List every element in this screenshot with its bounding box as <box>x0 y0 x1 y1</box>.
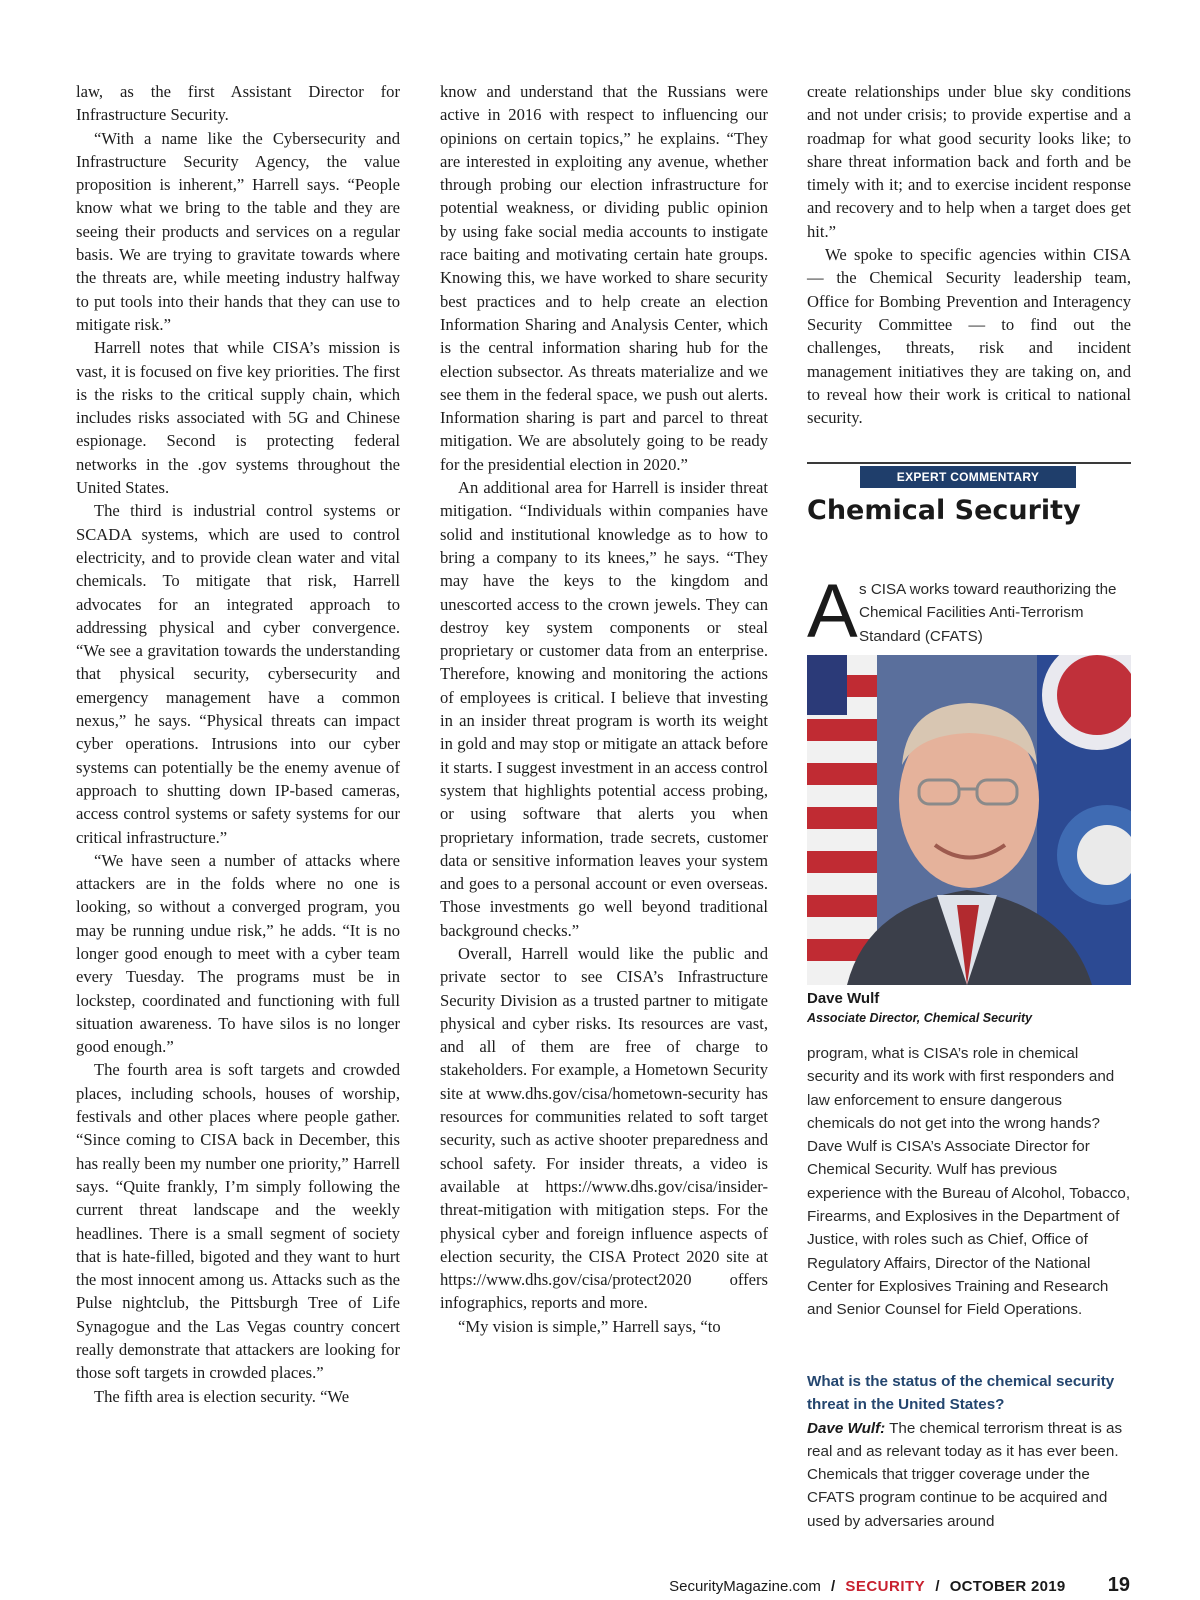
article-column-3 <box>807 80 1131 429</box>
qa-block <box>807 1370 1131 1533</box>
paragraph: “We have seen a number of attacks where attackers are in the folds where no one is looking, so without a converged program, you may be running undue risk,” he adds. “It is no longer good enough to meet with a cyber team every Tuesday. The programs must be in lockstep, coordinated and functioning with full situation awareness. To have silos is no longer good enough.” <box>76 850 400 1057</box>
paragraph: The fifth area is election security. “We <box>94 1386 350 1406</box>
sidebar-intro <box>807 569 1131 654</box>
paragraph: “With a name like the Cybersecurity and Infrastructure Security Agency, the value proposition is inherent,” Harrell says. “People know what we bring to the table and they are seeing their products and services on a regular basis. We are trying to gravitate towards where the threats are, while meeting industry halfway to put tools into their hands that they can use to mitigate risk.” <box>76 128 400 334</box>
intro-text: s CISA works toward reauthorizing the Chemical Facilities Anti-Terrorism Standard (CFATS) <box>859 581 1117 645</box>
interview-answer <box>807 1417 1131 1533</box>
paragraph: Harrell notes that while CISA’s mission is vast, it is focused on five key priorities. The first is the risks to the critical supply chain, which includes risks associated with 5G and Chinese espionage. Second is protecting federal networks in the .gov systems throughout the United States. <box>76 338 400 498</box>
flag-stripes <box>807 655 877 985</box>
paragraph: We spoke to specific agencies within CISA — the Chemical Security leadership team, Office for Bombing Prevention and Interagency Security Committee — to find out the challenges, threats, risk and incident management initiatives they are taking on, and to reveal how their work is critical to national security. <box>807 245 1131 428</box>
paragraph: law, as the first Assistant Director for Infrastructure Security. <box>76 82 400 125</box>
page-footer <box>669 1574 1130 1597</box>
answer-text: The chemical terrorism threat is as real and as relevant today as it has ever been. Chemicals that trigger coverage under the CFATS program continue to be acquired and used by adversaries around <box>807 1419 1123 1530</box>
photo-caption-role: Associate Director, Chemical Security <box>807 1011 1033 1025</box>
paragraph: An additional area for Harrell is insider threat mitigation. “Individuals within companies have solid and institutional knowledge as to how to bring a company to its knees,” he says. “They may have the keys to the kingdom and unescorted access to the crown jewels. They can destroy key system components or steal proprietary or customer data from an enterprise. Therefore, knowing and monitoring the actions of employees is critical. I believe that investing in an insider threat program is worth its weight in gold and may stop or mitigate an attack before it starts. I suggest investment in an access control system that highlights potential access probing, or using software that alerts you when proprietary information, trade secrets, customer data or sensitive information leaves your system and goes to a personal account or even overseas. Those investments go well beyond traditional background checks.” <box>440 478 768 940</box>
portrait-photo <box>807 655 1131 985</box>
footer-site: SecurityMagazine.com <box>669 1578 821 1595</box>
paragraph: “My vision is simple,” Harrell says, “to <box>458 1316 721 1336</box>
sidebar-body <box>807 1042 1131 1322</box>
drop-cap: A <box>807 569 858 654</box>
paragraph: know and understand that the Russians were active in 2016 with respect to influencing our opinions on certain topics,” he explains. “They are interested in exploiting any avenue, whether through probing our election infrastructure for potential weakness, or dividing public opinion by using fake social media accounts to instigate race baiting and motivating certain hate groups. Knowing this, we have worked to share security best practices and to help create an election Information Sharing and Analysis Center, which is the central information sharing hub for the election subsector. As threats materialize and we see them in the federal space, we push out alerts. Information sharing is part and parcel to threat mitigation. We are absolutely going to be ready for the presidential election in 2020.” <box>440 82 768 474</box>
section-divider <box>807 462 1131 464</box>
footer-magazine-name: SECURITY <box>845 1578 926 1595</box>
answer-speaker: Dave Wulf: <box>807 1419 886 1437</box>
footer-separator: / <box>935 1578 940 1595</box>
footer-issue: OCTOBER 2019 <box>949 1578 1066 1595</box>
paragraph: The third is industrial control systems or SCADA systems, which are used to control electricity, and to provide clean water and vital chemicals. To mitigate that risk, Harrell advocates for an integrated approach to addressing physical and cyber convergence. “We see a gravitation towards the understanding that physical security, cybersecurity and emergency management have a common nexus,” he says. “Physical threats can impact cyber operations. Intrusions into our cyber systems can potentially be the enemy avenue of approach to shutting down IP-based cameras, access control systems or safety systems for our critical infrastructure.” <box>76 501 400 847</box>
footer-separator: / <box>831 1578 836 1595</box>
interview-question: What is the status of the chemical security threat in the United States? <box>807 1373 1115 1414</box>
article-column-1 <box>76 80 400 1408</box>
paragraph: create relationships under blue sky conditions and not under crisis; to provide expertise and a roadmap for what good security looks like; to share threat information back and forth and be timely with it; and to exercise incident response and recovery and to help when a target does get hit.” <box>807 82 1131 241</box>
paragraph: The fourth area is soft targets and crowded places, including schools, houses of worship, festivals and other places where people gather. “Since coming to CISA back in December, this has really been my number one priority,” Harrell says. “Quite frankly, I’m simply following the current threat landscape and the weekly headlines. There is a small segment of society that is hate-filled, bigoted and they want to hurt the most innocent among us. Attacks such as the Pulse nightclub, the Pittsburgh Tree of Life Synagogue and the Las Vegas country concert really demonstrate that attackers are looking for those soft targets in crowded places.” <box>76 1060 400 1383</box>
expert-commentary-label: EXPERT COMMENTARY <box>860 466 1076 488</box>
paragraph: Overall, Harrell would like the public and private sector to see CISA’s Infrastructure Security Division as a trusted partner to mitigate physical and cyber risks. Its resources are vast, and all of them are free of charge to stakeholders. For example, a Hometown Security site at www.dhs.gov/cisa/hometown-security has resources for communities related to soft target security, such as active shooter preparedness and school safety. For insider threats, a video is available at https://www.dhs.gov/cisa/insider-threat-mitigation with mitigation steps. For the physical cyber and foreign influence aspects of election security, the CISA Protect 2020 site at https://www.dhs.gov/cisa/protect2020 offers infographics, reports and more. <box>440 943 768 1313</box>
page-number: 19 <box>1107 1574 1130 1596</box>
photo-caption-name: Dave Wulf <box>807 990 880 1007</box>
article-column-2 <box>440 80 768 1338</box>
section-title: Chemical Security <box>807 495 1081 526</box>
sidebar-paragraph: program, what is CISA’s role in chemical security and its work with first responders and law enforcement to ensure dangerous chemicals do not get into the wrong hands? Dave Wulf is CISA’s Associate Director for Chemical Security. Wulf has previous experience with the Bureau of Alcohol, Tobacco, Firearms, and Explosives in the Department of Justice, with roles such as Chief, Office of Regulatory Affairs, Director of the National Center for Explosives Training and Research and Senior Counsel for Field Operations. <box>807 1045 1131 1319</box>
